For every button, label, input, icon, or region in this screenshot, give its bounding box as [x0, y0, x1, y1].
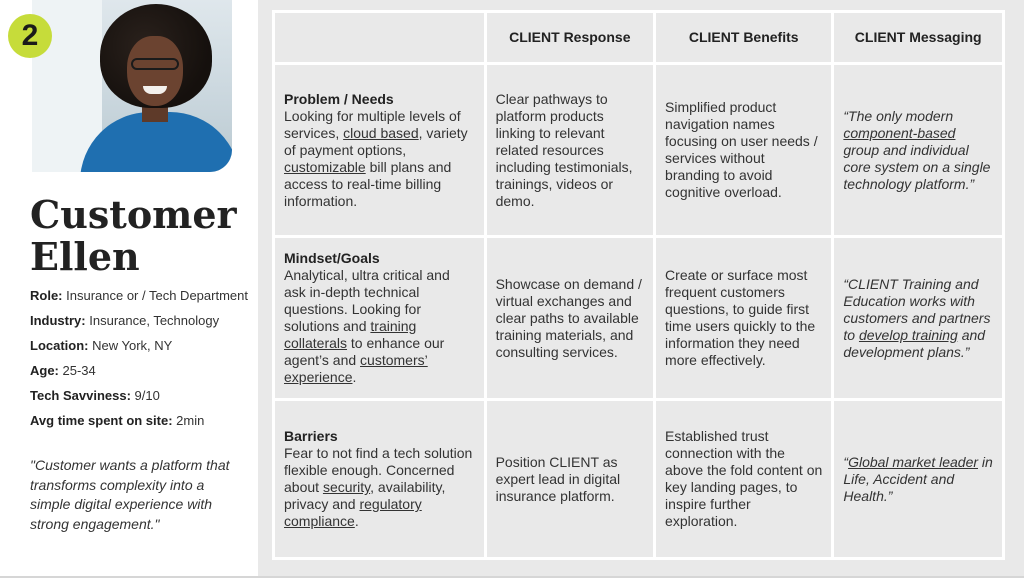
row-need-text — [284, 108, 468, 209]
text-segment: and development plans.” — [843, 326, 986, 360]
row-benefits-cell: Simplified product navigation names focusing on user needs / services without branding to avoid cognitive overload. — [655, 64, 833, 237]
row-response-cell: Showcase on demand / virtual exchanges and clear paths to available training materials, and consulting services. — [485, 237, 654, 400]
row-benefits-cell: Established trust connection with the above the fold content on key landing pages, to inspire further exploration. — [655, 400, 833, 559]
row-benefits-cell: Create or surface most frequent customers questions, to guide first time users quickly to the information they need more effectively. — [655, 237, 833, 400]
text-segment: , availability, privacy and — [284, 479, 446, 513]
header-client-response: CLIENT Response — [485, 12, 654, 64]
text-segment: group and individual core system on a single technology platform.” — [843, 141, 991, 192]
fact-role: Role: Insurance or / Tech Department — [30, 288, 248, 303]
underlined-phrase: customizable — [284, 158, 366, 175]
header-client-benefits: CLIENT Benefits — [655, 12, 833, 64]
underlined-phrase: security — [322, 479, 371, 496]
text-segment: “The only modern — [843, 107, 954, 124]
table-row — [274, 400, 1004, 559]
underlined-phrase: regulatory compliance — [284, 496, 422, 530]
text-segment: to enhance our agent’s and — [284, 335, 445, 369]
persona-panel — [0, 0, 258, 578]
text-segment: Looking for multiple levels of services, — [284, 107, 461, 141]
fact-industry: Industry: Insurance, Technology — [30, 313, 220, 328]
row-need-cell — [274, 237, 486, 400]
row-title: Barriers — [284, 428, 338, 445]
text-segment: Fear to not find a tech solution flexible enough. Concerned about — [284, 445, 473, 496]
underlined-phrase: cloud based — [343, 124, 419, 141]
header-client-messaging: CLIENT Messaging — [833, 12, 1004, 64]
row-need-cell — [274, 64, 486, 237]
text-segment: in Life, Accident and Health.” — [843, 453, 993, 504]
row-messaging-cell — [833, 400, 1004, 559]
row-need-cell — [274, 400, 486, 559]
persona-matrix-table — [272, 10, 1005, 560]
fact-location: Location: New York, NY — [30, 338, 173, 353]
text-segment: . — [352, 369, 357, 386]
text-segment: bill plans and access to real-time billing information. — [284, 158, 452, 209]
text-segment: “CLIENT Training and Education works with customers and partners to — [843, 275, 991, 343]
row-title: Mindset/Goals — [284, 250, 380, 267]
text-segment: “ — [843, 453, 849, 470]
underlined-phrase: Global market leader — [848, 453, 979, 470]
underlined-phrase: component-based — [843, 124, 956, 141]
persona-name — [30, 194, 250, 278]
fact-tech-savviness: Tech Savviness: 9/10 — [30, 388, 160, 403]
persona-name-line2: Ellen — [30, 234, 140, 279]
underlined-phrase: develop training — [858, 326, 958, 343]
persona-facts — [30, 288, 250, 438]
fact-avg-time: Avg time spent on site: 2min — [30, 413, 205, 428]
row-response-cell: Clear pathways to platform products linking to relevant related resources including testimonials, trainings, videos or demo. — [485, 64, 654, 237]
persona-name-line1: Customer — [30, 192, 237, 237]
row-need-text — [284, 445, 472, 529]
table-row — [274, 237, 1004, 400]
persona-number-badge: 2 — [8, 14, 52, 58]
fact-age: Age: 25-34 — [30, 363, 96, 378]
row-messaging-cell — [833, 237, 1004, 400]
table-row — [274, 64, 1004, 237]
header-empty-cell — [274, 12, 486, 64]
row-title: Problem / Needs — [284, 90, 394, 107]
underlined-phrase: training collaterals — [284, 318, 417, 352]
text-segment: , variety of payment options, — [284, 124, 468, 158]
text-segment: . — [354, 513, 359, 530]
row-response-cell: Position CLIENT as expert lead in digital insurance platform. — [485, 400, 654, 559]
text-segment: Analytical, ultra critical and ask in-depth technical questions. Looking for solutions and — [284, 267, 450, 335]
row-need-text — [284, 267, 450, 385]
table-header-row — [274, 12, 1004, 64]
persona-photo — [32, 0, 232, 172]
persona-quote: "Customer wants a platform that transforms complexity into a simple digital experience with strong engagement." — [30, 457, 230, 532]
row-messaging-cell — [833, 64, 1004, 237]
underlined-phrase: customers’ experience — [284, 352, 428, 386]
